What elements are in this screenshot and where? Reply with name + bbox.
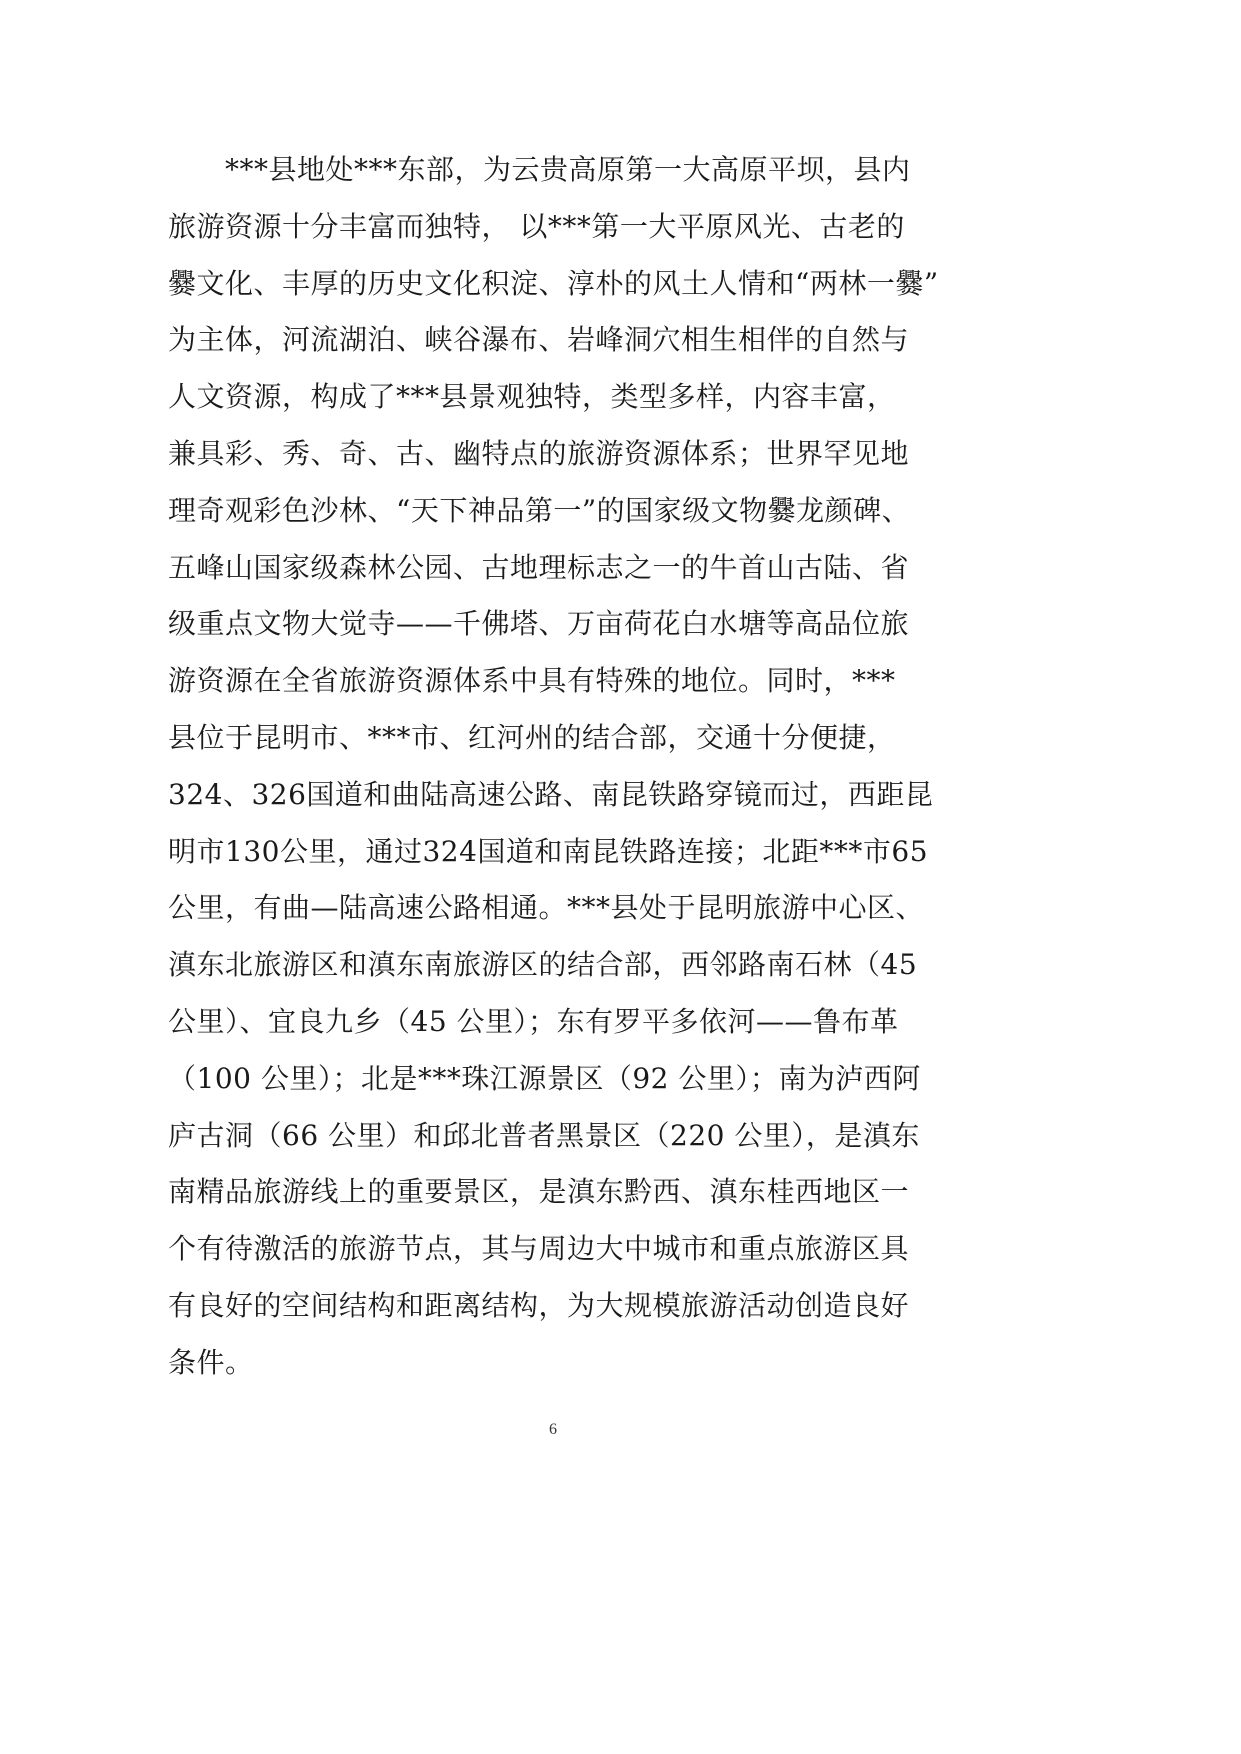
paragraph-line: ***县地处***东部，为云贵高原第一大高原平坝，县内 — [168, 153, 911, 186]
paragraph-line: 人文资源，构成了***县景观独特，类型多样，内容丰富， — [168, 380, 896, 414]
paragraph-line: 旅游资源十分丰富而独特， 以***第一大平原风光、古老的 — [168, 209, 905, 243]
paragraph-line: （100 公里）；北是***珠江源景区（92 公里）；南为泸西阿 — [168, 1061, 921, 1095]
paragraph-line: 明市130公里，通过324国道和南昆铁路连接；北距***市65 — [168, 834, 929, 868]
paragraph-line: 县位于昆明市、***市、红河州的结合部，交通十分便捷， — [168, 720, 896, 754]
paragraph-line: 兼具彩、秀、奇、古、幽特点的旅游资源体系；世界罕见地 — [168, 436, 910, 470]
paragraph-line: 五峰山国家级森林公园、古地理标志之一的牛首山古陆、省 — [168, 550, 910, 584]
paragraph-line: 理奇观彩色沙林、“天下神品第一”的国家级文物爨龙颜碑、 — [168, 493, 911, 527]
paragraph-line: 庐古洞（66 公里）和邱北普者黑景区（220 公里），是滇东 — [168, 1118, 920, 1152]
paragraph-line: 公里，有曲—陆高速公路相通。***县处于昆明旅游中心区、 — [168, 891, 925, 925]
paragraph-line: 有良好的空间结构和距离结构，为大规模旅游活动创造良好 — [168, 1288, 910, 1322]
paragraph-line: 公里）、宜良九乡（45 公里）；东有罗平多依河——鲁布革 — [168, 1004, 899, 1038]
paragraph-line: 324、326国道和曲陆高速公路、南昆铁路穿镜而过，西距昆 — [168, 777, 934, 811]
paragraph-line: 级重点文物大觉寺——千佛塔、万亩荷花白水塘等高品位旅 — [168, 607, 910, 641]
paragraph-line: 个有待激活的旅游节点，其与周边大中城市和重点旅游区具 — [168, 1232, 910, 1266]
paragraph-line: 游资源在全省旅游资源体系中具有特殊的地位。同时，*** — [168, 664, 896, 698]
paragraph-line: 为主体，河流湖泊、峡谷瀑布、岩峰洞穴相生相伴的自然与 — [168, 323, 910, 357]
page-number: 6 — [549, 1421, 557, 1438]
paragraph-line: 爨文化、丰厚的历史文化积淀、淳朴的风土人情和“两林一爨” — [168, 266, 939, 300]
paragraph-line: 条件。 — [168, 1345, 254, 1379]
paragraph-line: 滇东北旅游区和滇东南旅游区的结合部，西邻路南石林（45 — [168, 948, 918, 982]
body-paragraph — [168, 142, 948, 1392]
paragraph-line: 南精品旅游线上的重要景区，是滇东黔西、滇东桂西地区一 — [168, 1175, 910, 1209]
